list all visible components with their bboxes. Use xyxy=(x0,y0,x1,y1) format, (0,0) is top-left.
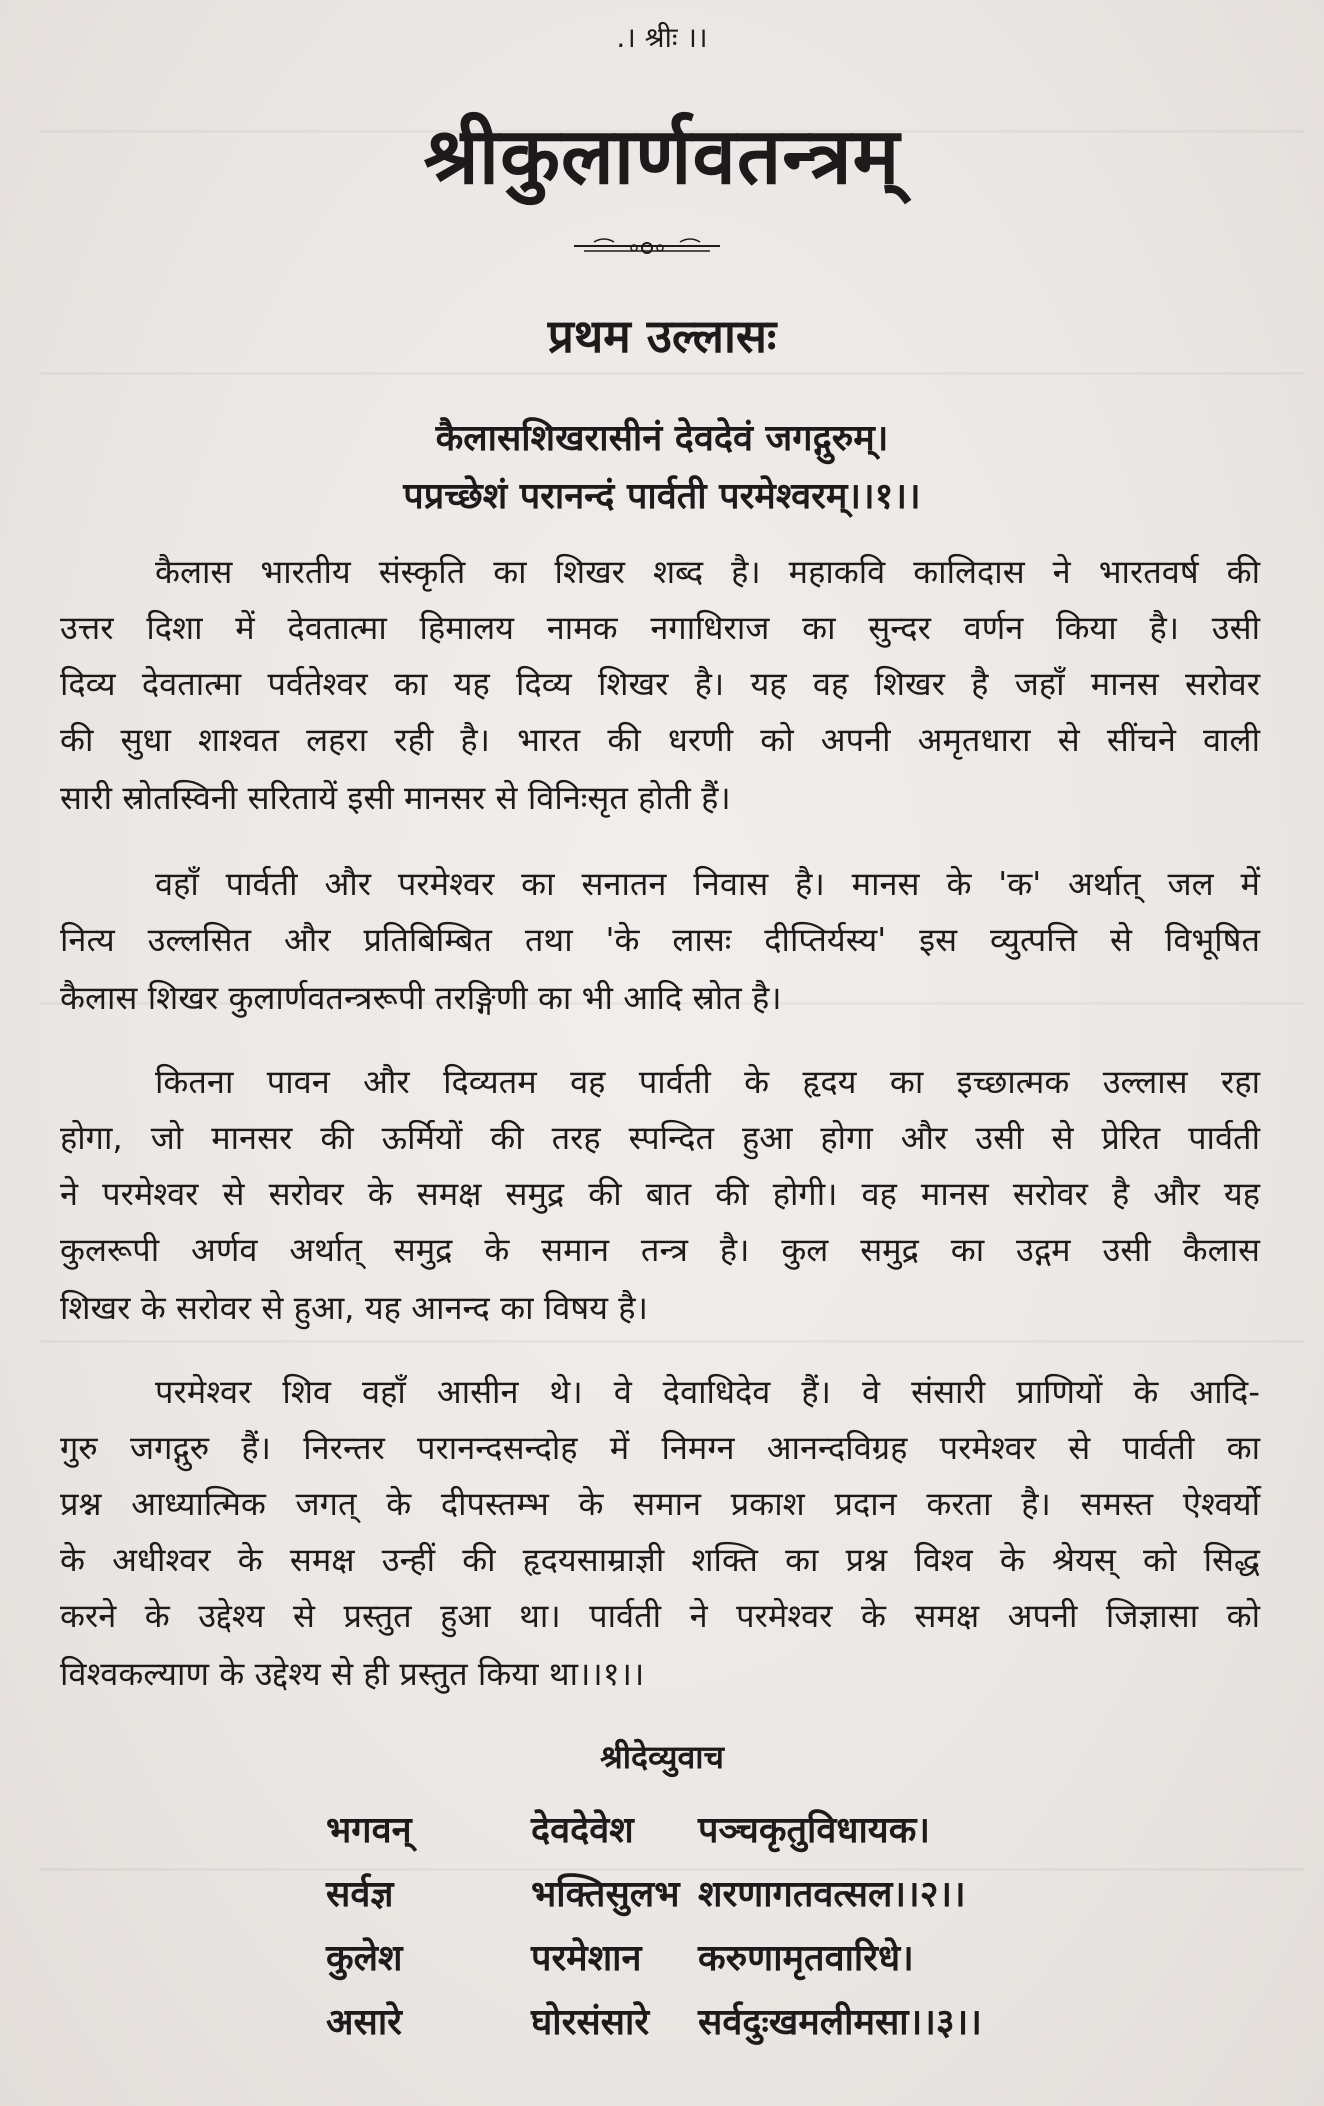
speaker-heading: श्रीदेव्युवाच xyxy=(600,1738,724,1776)
sloka-line xyxy=(326,1996,1086,2052)
paragraph-line: कैलास भारतीय संस्कृति का शिखर शब्द है। महाकवि कालिदास ने भारतवर्ष की xyxy=(155,553,1260,591)
sloka-word: करुणामृतवारिधे। xyxy=(698,1938,914,1979)
paragraph-line: ने परमेश्वर से सरोवर के समक्ष समुद्र की बात की होगी। वह मानस सरोवर है और यह xyxy=(60,1175,1260,1213)
bleed-through-line xyxy=(40,1340,1304,1343)
paragraph-line: के अधीश्वर के समक्ष उन्हीं की हृदयसाम्राज्ञी शक्ति का प्रश्न विश्व के श्रेयस् को सिद्ध xyxy=(60,1541,1260,1579)
book-title: श्रीकुलार्णवतन्त्रम् xyxy=(423,112,901,202)
invocation-mark: .। श्रीः ।। xyxy=(616,21,708,54)
sloka-line xyxy=(326,1868,1086,1924)
verse-line: पप्रच्छेशं परानन्दं पार्वती परमेश्वरम्।।१।। xyxy=(403,476,921,517)
paragraph-line: होगा, जो मानसर की ऊर्मियों की तरह स्पन्दित हुआ होगा और उसी से प्रेरित पार्वती xyxy=(60,1119,1260,1157)
paragraph-line: करने के उद्देश्य से प्रस्तुत हुआ था। पार्वती ने परमेश्वर के समक्ष अपनी जिज्ञासा को xyxy=(60,1597,1260,1635)
decorative-divider-icon xyxy=(574,236,720,260)
bleed-through-line xyxy=(40,372,1304,375)
paragraph-line: दिव्य देवतात्मा पर्वतेश्वर का यह दिव्य शिखर है। यह वह शिखर है जहाँ मानस सरोवर xyxy=(60,665,1260,703)
paragraph-line: नित्य उल्लसित और प्रतिबिम्बित तथा 'के लासः दीप्तिर्यस्य' इस व्युत्पत्ति से विभूषित xyxy=(60,921,1260,959)
sloka-word: सर्वदुःखमलीमसा।।३।। xyxy=(698,2002,982,2043)
sloka-word: परमेशान xyxy=(531,1938,642,1979)
sloka-word: पञ्चकृतुविधायक। xyxy=(698,1810,930,1851)
paragraph-line: उत्तर दिशा में देवतात्मा हिमालय नामक नगाधिराज का सुन्दर वर्णन किया है। उसी xyxy=(60,609,1260,647)
paragraph-line: विश्वकल्याण के उद्देश्य से ही प्रस्तुत किया था।।१।। xyxy=(60,1655,645,1693)
sloka-word: देवदेवेश xyxy=(531,1810,634,1851)
verse-line: कैलासशिखरासीनं देवदेवं जगद्गुरुम्। xyxy=(435,418,889,459)
paragraph-line: वहाँ पार्वती और परमेश्वर का सनातन निवास है। मानस के 'क' अर्थात् जल में xyxy=(155,865,1260,903)
sloka-word: घोरसंसारे xyxy=(531,2002,650,2043)
sloka-word: कुलेश xyxy=(326,1938,403,1979)
paragraph-line: कुलरूपी अर्णव अर्थात् समुद्र के समान तन्त्र है। कुल समुद्र का उद्गम उसी कैलास xyxy=(60,1231,1260,1269)
sloka-word: भगवन् xyxy=(326,1810,412,1851)
paragraph-line: शिखर के सरोवर से हुआ, यह आनन्द का विषय है। xyxy=(60,1289,648,1327)
paragraph-line: कितना पावन और दिव्यतम वह पार्वती के हृदय का इच्छात्मक उल्लास रहा xyxy=(155,1063,1260,1101)
paragraph-line: प्रश्न आध्यात्मिक जगत् के दीपस्तम्भ के समान प्रकाश प्रदान करता है। समस्त ऐश्वर्यो xyxy=(60,1485,1260,1523)
sloka-word: शरणागतवत्सल।।२।। xyxy=(698,1874,966,1915)
sloka-word: भक्तिसुलभ xyxy=(531,1874,680,1915)
chapter-heading: प्रथम उल्लासः xyxy=(547,309,777,363)
sloka-line xyxy=(326,1804,1086,1860)
sloka-line xyxy=(326,1932,1086,1988)
paragraph-line: सारी स्रोतस्विनी सरितायें इसी मानसर से विनिःसृत होती हैं। xyxy=(60,779,731,817)
paragraph-line: कैलास शिखर कुलार्णवतन्त्ररूपी तरङ्गिणी का भी आदि स्रोत है। xyxy=(60,979,782,1017)
paragraph-line: की सुधा शाश्वत लहरा रही है। भारत की धरणी को अपनी अमृतधारा से सींचने वाली xyxy=(60,721,1260,759)
sloka-word: सर्वज्ञ xyxy=(326,1874,394,1915)
paragraph-line: परमेश्वर शिव वहाँ आसीन थे। वे देवाधिदेव हैं। वे संसारी प्राणियों के आदि- xyxy=(155,1373,1260,1411)
paragraph-line: गुरु जगद्गुरु हैं। निरन्तर परानन्दसन्दोह में निमग्न आनन्दविग्रह परमेश्वर से पार्वती का xyxy=(60,1429,1260,1467)
sloka-word: असारे xyxy=(326,2002,402,2043)
